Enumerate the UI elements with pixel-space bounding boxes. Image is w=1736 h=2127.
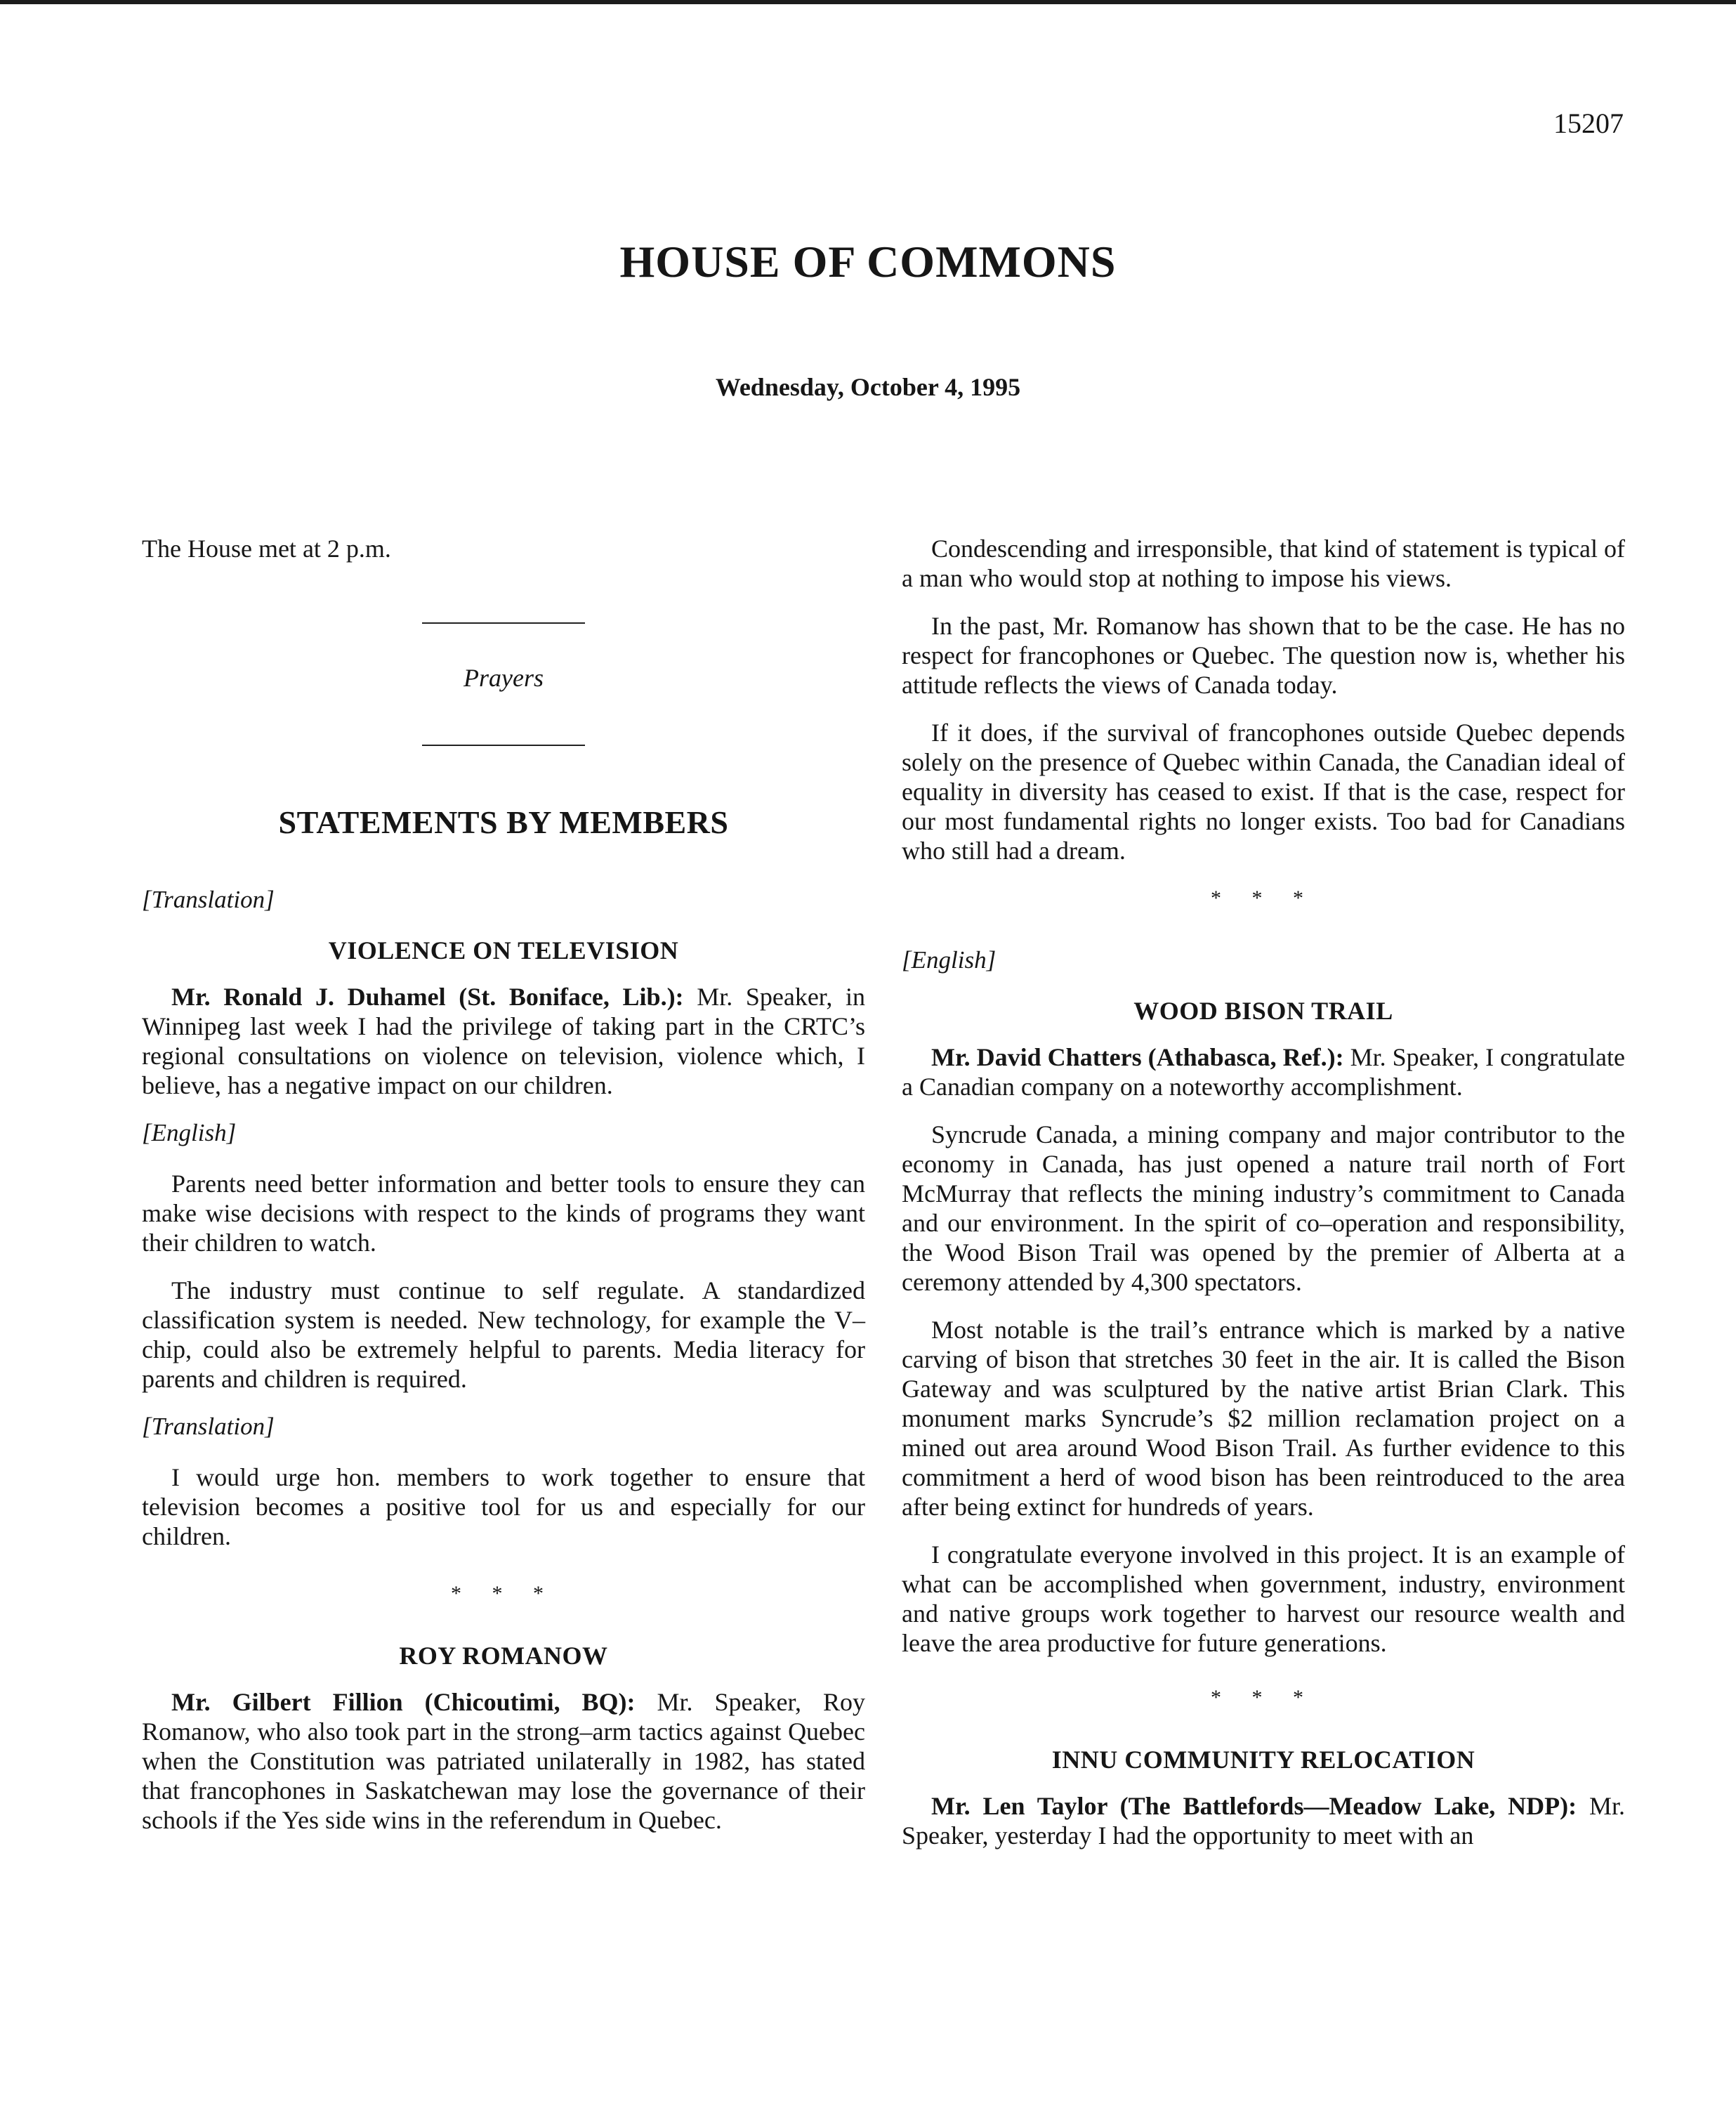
speaker-name: Mr. Len Taylor (The Battlefords—Meadow Lake, NDP): bbox=[931, 1792, 1577, 1820]
statement-paragraph bbox=[142, 982, 865, 1100]
statement-paragraph: Most notable is the trail’s entrance which is marked by a native carving of bison that stretches 30 feet in the air. It is called the Bison Gateway and was sculptured by the native artist Brian Clark. This monument marks Syncrude’s $2 million reclamation project on a mined out area around Wood Bison Trail. As further evidence to this commitment a herd of wood bison has been reintroduced to the area after being extinct for hundreds of years. bbox=[902, 1316, 1625, 1521]
right-column bbox=[902, 534, 1625, 1869]
page-number: 15207 bbox=[1553, 107, 1624, 139]
statement-paragraph: If it does, if the survival of francophones outside Quebec depends solely on the presence of Quebec within Canada, the Canadian ideal of equality in diversity has ceased to exist. If that is the case, respect for our most fundamental rights no longer exists. Too bad for Canadians who still had a dream. bbox=[902, 719, 1625, 865]
separator-stars: * * * bbox=[1211, 1686, 1316, 1709]
sitting-date: Wednesday, October 4, 1995 bbox=[715, 373, 1021, 401]
statement-text: Mr. Speaker, I congratulate a Canadian company on a noteworthy accomplishment. bbox=[902, 1043, 1626, 1101]
page-top-edge bbox=[0, 0, 1736, 4]
speaker-name: Mr. Gilbert Fillion (Chicoutimi, BQ): bbox=[171, 1688, 636, 1716]
language-marker: [English] bbox=[902, 946, 997, 974]
language-marker: [Translation] bbox=[142, 1413, 275, 1440]
statement-paragraph: The industry must continue to self regulate. A standardized classification system is needed. New technology, for example the V–chip, could also be extremely helpful to parents. Media literacy for parents and children is required. bbox=[142, 1276, 865, 1393]
house-opening-line: The House met at 2 p.m. bbox=[142, 535, 391, 563]
divider-rule bbox=[422, 622, 585, 624]
divider-rule bbox=[422, 745, 585, 746]
language-marker: [English] bbox=[142, 1119, 237, 1146]
speaker-name: Mr. Ronald J. Duhamel (St. Boniface, Lib.): bbox=[171, 983, 684, 1011]
statement-text: Mr. Speaker, yesterday I had the opportunity to meet with an bbox=[902, 1792, 1625, 1850]
statement-paragraph: Condescending and irresponsible, that kind of statement is typical of a man who would stop at nothing to impose his views. bbox=[902, 535, 1625, 592]
speaker-name: Mr. David Chatters (Athabasca, Ref.): bbox=[931, 1043, 1344, 1071]
statement-paragraph bbox=[142, 1687, 865, 1835]
language-marker: [Translation] bbox=[142, 886, 275, 913]
section-heading: STATEMENTS BY MEMBERS bbox=[278, 804, 729, 840]
statement-paragraph: I would urge hon. members to work together to ensure that television becomes a positive tool for us and especially for our children. bbox=[142, 1463, 865, 1550]
statement-heading: INNU COMMUNITY RELOCATION bbox=[1051, 1746, 1475, 1774]
prayers-label: Prayers bbox=[463, 664, 544, 692]
statement-paragraph bbox=[902, 1042, 1625, 1101]
separator-stars: * * * bbox=[451, 1582, 556, 1605]
separator-stars: * * * bbox=[1211, 886, 1316, 910]
left-column bbox=[142, 534, 865, 1853]
statement-paragraph: Parents need better information and better tools to ensure they can make wise decisions with respect to the kinds of programs they want their children to watch. bbox=[142, 1170, 865, 1257]
document-title: HOUSE OF COMMONS bbox=[619, 237, 1117, 287]
statement-paragraph bbox=[902, 1791, 1625, 1850]
statement-paragraph: In the past, Mr. Romanow has shown that to be the case. He has no respect for francophones or Quebec. The question now is, whether his attitude reflects the views of Canada today. bbox=[902, 612, 1625, 699]
statement-text: Mr. Speaker, in Winnipeg last week I had the privilege of taking part in the CRTC’s regional consultations on violence on television, violence which, I believe, has a negative impact on our children. bbox=[142, 983, 865, 1099]
statement-paragraph: Syncrude Canada, a mining company and major contributor to the economy in Canada, has just opened a nature trail north of Fort McMurray that reflects the mining industry’s commitment to Canada and our environment. In the spirit of co–operation and responsibility, the Wood Bison Trail was opened by the premier of Alberta at a ceremony attended by 4,300 spectators. bbox=[902, 1120, 1625, 1296]
statement-paragraph: I congratulate everyone involved in this project. It is an example of what can be accomplished when government, industry, environment and native groups work together to harvest our resource wealth and leave the area productive for future generations. bbox=[902, 1540, 1625, 1657]
statement-heading: ROY ROMANOW bbox=[399, 1642, 608, 1670]
statement-text: Mr. Speaker, Roy Romanow, who also took part in the strong–arm tactics against Quebec when the Constitution was patriated unilaterally in 1982, has stated that francophones in Saskatchewan may lose the governance of their schools if the Yes side wins in the referendum in Quebec. bbox=[142, 1688, 866, 1834]
statement-heading: WOOD BISON TRAIL bbox=[1133, 997, 1393, 1025]
statement-heading: VIOLENCE ON TELEVISION bbox=[328, 936, 679, 964]
